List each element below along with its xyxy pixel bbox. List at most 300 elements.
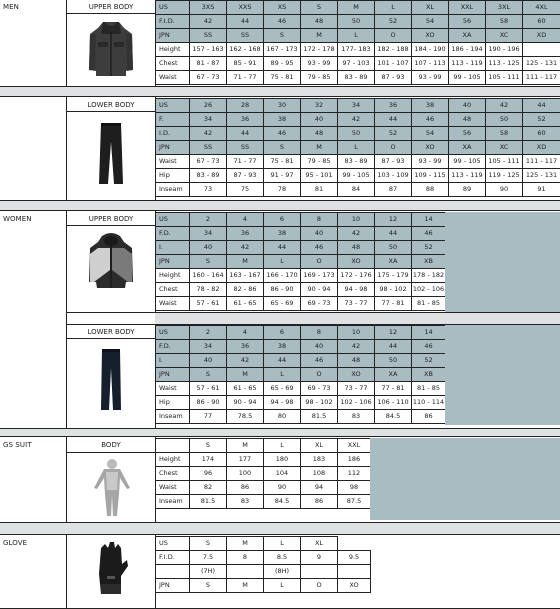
size-cell: 177- 183 [338,43,375,57]
size-cell: M [227,255,264,269]
size-cell: 44 [375,340,412,354]
size-cell: XL [301,537,338,551]
size-cell: 102 - 106 [412,283,446,297]
size-cell: 38 [264,227,301,241]
row-label-cell: Waist [156,297,190,311]
size-cell: 73 - 77 [338,382,375,396]
size-cell: O [375,141,412,155]
size-cell: 40 [301,340,338,354]
size-cell: L [264,537,301,551]
size-cell: 48 [338,241,375,255]
size-cell: M [227,537,264,551]
size-cell: 113 - 125 [486,57,523,71]
women-lower-size-table [155,325,446,424]
size-cell: 69 - 73 [301,382,338,396]
table-row [156,396,446,410]
table-row [156,169,560,183]
size-cell: 4 [227,213,264,227]
size-cell: 9.5 [338,551,371,565]
size-cell: 77 - 81 [375,297,412,311]
size-cell: 46 [412,113,449,127]
row-label-cell: US [156,326,190,340]
size-cell: XO [412,29,449,43]
size-cell: 36 [227,227,264,241]
divider [0,522,560,523]
row-label-cell: Waist [156,155,190,169]
row-label-cell: Height [156,43,190,57]
size-cell: 94 [301,481,338,495]
table-row [156,241,446,255]
size-cell: 32 [301,99,338,113]
table-row [156,453,371,467]
size-cell: 57 - 61 [190,297,227,311]
table-row [156,579,371,593]
gs-suit-size-table [155,438,371,509]
size-cell: 10 [338,326,375,340]
size-cell: 2 [190,326,227,340]
size-cell: 42 [227,241,264,255]
size-cell: S [190,255,227,269]
size-cell: S [264,141,301,155]
size-cell: 83 - 89 [338,71,375,85]
size-cell: 52 [523,113,560,127]
size-cell: 28 [227,99,264,113]
size-cell: 95 - 101 [301,169,338,183]
size-cell: 8 [227,551,264,565]
size-cell: L [338,29,375,43]
size-cell: XB [412,368,446,382]
size-cell: 48 [338,354,375,368]
gs-suit-icon [92,458,132,518]
table-row [156,297,446,311]
size-cell: 14 [412,213,446,227]
size-cell: M [227,579,264,593]
size-cell: 81 - 85 [412,297,446,311]
divider [0,86,560,87]
size-cell: XS [264,1,301,15]
size-cell: 83 [227,495,264,509]
size-cell: 9 [301,551,338,565]
row-label-cell: JPN [156,368,190,382]
table-row [156,43,560,57]
size-cell: 75 - 81 [264,71,301,85]
size-cell: 40 [190,241,227,255]
size-cell: 190 - 196 [486,43,523,57]
size-cell: S [190,579,227,593]
size-cell: 90 [486,183,523,197]
size-cell: 80 [264,410,301,424]
size-cell: 46 [264,127,301,141]
size-cell: S [190,537,227,551]
size-cell: 107 - 113 [412,57,449,71]
size-cell: XO [338,579,371,593]
size-cell: 174 [190,453,227,467]
size-cell: 105 - 111 [486,155,523,169]
size-cell: 87 - 93 [375,155,412,169]
size-cell: 110 - 114 [412,396,446,410]
size-cell: 82 - 86 [227,283,264,297]
size-cell: 40 [449,99,486,113]
table-row [156,113,560,127]
size-cell: XXS [227,1,264,15]
row-label-cell: I.D. [156,127,190,141]
size-cell: 186 - 194 [449,43,486,57]
table-row [156,439,371,453]
size-cell: 89 - 95 [264,57,301,71]
size-cell: 46 [412,227,446,241]
size-cell [227,565,264,579]
row-label-cell: F.I.D. [156,551,190,565]
size-cell: 86 - 90 [190,396,227,410]
size-cell: 75 - 81 [264,155,301,169]
size-cell: 113 - 119 [449,57,486,71]
men-pants-icon [98,122,124,186]
row-label-cell: US [156,99,190,113]
size-cell: 99 - 105 [338,169,375,183]
row-label-cell [156,439,190,453]
size-cell: 42 [227,354,264,368]
size-cell: 67 - 73 [190,155,227,169]
size-cell: 46 [264,15,301,29]
size-cell: 44 [375,227,412,241]
size-cell: 105 - 111 [486,71,523,85]
size-cell: 81.5 [190,495,227,509]
size-cell: 86 - 90 [264,283,301,297]
row-label-cell: Chest [156,283,190,297]
row-label-cell: F.D. [156,340,190,354]
row-label-cell: Height [156,453,190,467]
size-cell: XO [338,255,375,269]
divider [0,428,560,429]
size-cell: 50 [338,127,375,141]
size-cell: (8H) [264,565,301,579]
row-label-cell: Waist [156,481,190,495]
size-cell: 73 [190,183,227,197]
size-cell: 84.5 [264,495,301,509]
size-cell: 87 [375,183,412,197]
size-cell: 30 [264,99,301,113]
glove-gap [0,522,560,534]
row-label-cell: I. [156,354,190,368]
size-cell: 14 [412,326,446,340]
size-cell: 98 [338,481,371,495]
size-cell: 40 [301,113,338,127]
size-cell: 93 - 99 [412,155,449,169]
men-upper-title: UPPER BODY [88,3,134,11]
size-cell: 12 [375,213,412,227]
size-cell: O [301,255,338,269]
table-row [156,481,371,495]
row-label-cell: US [156,537,190,551]
size-cell: 81 [301,183,338,197]
divider [0,96,560,97]
size-cell: 177 [227,453,264,467]
row-label-cell: JPN [156,141,190,155]
size-cell: 58 [486,127,523,141]
row-label-cell: US [156,1,190,15]
size-cell: 111 - 117 [523,155,560,169]
size-cell: 81 - 87 [190,57,227,71]
size-cell: 86 [412,410,446,424]
size-cell: 38 [264,113,301,127]
size-cell: 36 [227,113,264,127]
size-cell: 2 [190,213,227,227]
size-cell: 38 [264,340,301,354]
size-cell: 78 [264,183,301,197]
size-cell: 4 [227,326,264,340]
size-cell: XA [449,29,486,43]
size-cell: 60 [523,15,560,29]
size-cell: 42 [486,99,523,113]
size-cell: SS [190,29,227,43]
size-cell: S [190,368,227,382]
size-cell: 162 - 168 [227,43,264,57]
size-cell: 54 [412,127,449,141]
size-cell: 8 [301,213,338,227]
size-cell: 93 - 99 [412,71,449,85]
size-cell: 56 [449,127,486,141]
table-row [156,127,560,141]
size-cell: L [375,1,412,15]
size-cell: 42 [190,127,227,141]
size-cell: XC [486,29,523,43]
women-lower-fill [445,325,560,425]
size-cell: 125 - 131 [523,169,560,183]
size-cell: 46 [412,340,446,354]
size-cell: 175 - 179 [375,269,412,283]
size-cell: 172 - 176 [338,269,375,283]
size-cell: 89 [449,183,486,197]
size-cell: 81 - 85 [412,382,446,396]
size-cell: 119 - 125 [486,169,523,183]
size-cell: 86 [227,481,264,495]
size-cell: 8.5 [264,551,301,565]
size-cell: O [301,368,338,382]
size-cell: 98 - 102 [301,396,338,410]
size-cell: XXL [449,1,486,15]
row-label-cell: Height [156,269,190,283]
size-cell: 109 - 115 [412,169,449,183]
size-cell: 65 - 69 [264,382,301,396]
table-row [156,29,560,43]
size-cell: 98 - 102 [375,283,412,297]
size-cell: L [264,368,301,382]
row-label-cell: Waist [156,71,190,85]
size-cell: 78 - 82 [190,283,227,297]
size-cell: 166 - 170 [264,269,301,283]
size-cell: 83 - 89 [190,169,227,183]
women-upper-size-table [155,212,446,311]
size-cell: 42 [190,15,227,29]
size-cell: L [264,439,301,453]
size-cell: 90 [264,481,301,495]
size-cell: 40 [190,354,227,368]
size-cell: L [338,141,375,155]
size-cell: 34 [190,227,227,241]
table-row [156,99,560,113]
size-cell: O [301,579,338,593]
size-cell: 50 [375,354,412,368]
women-gap [0,200,560,210]
size-cell: 100 [227,467,264,481]
women-upper-title: UPPER BODY [88,215,134,223]
women-mid-gap [155,312,560,324]
table-row [156,141,560,155]
size-cell: 71 - 77 [227,155,264,169]
size-cell: L [264,255,301,269]
size-cell: 42 [338,113,375,127]
size-cell: 182 - 188 [375,43,412,57]
size-cell: 48 [449,113,486,127]
size-cell: 7.5 [190,551,227,565]
size-cell: 93 - 99 [301,57,338,71]
size-cell: 42 [338,340,375,354]
size-cell: 4XL [523,1,560,15]
men-upper-size-table [155,0,560,85]
divider [0,534,560,535]
divider [0,200,560,201]
size-cell: 52 [412,354,446,368]
table-row [156,565,371,579]
size-cell: XD [523,29,560,43]
size-cell: 172 - 178 [301,43,338,57]
size-cell: 78.5 [227,410,264,424]
size-cell: 44 [264,241,301,255]
size-cell: XC [486,141,523,155]
row-label-cell: Hip [156,169,190,183]
size-cell: 65 - 69 [264,297,301,311]
women-lower-title: LOWER BODY [87,328,135,336]
row-label-cell: Chest [156,57,190,71]
size-cell: 57 - 61 [190,382,227,396]
size-cell: 82 [190,481,227,495]
size-cell: 44 [227,15,264,29]
table-row [156,71,560,85]
size-cell: 86 [301,495,338,509]
men-gap [0,86,560,96]
divider [67,452,155,453]
size-cell: 34 [190,340,227,354]
divider [67,225,155,226]
size-cell: 10 [338,213,375,227]
size-cell: XO [338,368,375,382]
table-row [156,368,446,382]
size-cell: 48 [301,15,338,29]
size-cell: 38 [412,99,449,113]
size-cell: 85 - 91 [227,57,264,71]
size-cell: 6 [264,326,301,340]
size-cell: 52 [375,127,412,141]
size-cell: 104 [264,467,301,481]
divider [66,312,560,313]
men-section-label: MEN [3,3,19,11]
size-cell: 106 - 110 [375,396,412,410]
row-label-cell: Chest [156,467,190,481]
men-lower-title: LOWER BODY [87,101,135,109]
row-label-cell: Inseam [156,495,190,509]
size-cell: S [190,439,227,453]
size-cell: 48 [301,127,338,141]
size-cell: 54 [412,15,449,29]
size-cell: 12 [375,326,412,340]
size-cell: 50 [486,113,523,127]
row-label-cell: Inseam [156,183,190,197]
row-label-cell: Waist [156,382,190,396]
row-label-cell [156,565,190,579]
size-cell: 50 [338,15,375,29]
size-cell: 180 [264,453,301,467]
size-cell: M [301,29,338,43]
gs-suit-fill [370,438,560,520]
size-cell: 61 - 65 [227,382,264,396]
size-cell: 84 [338,183,375,197]
size-cell: 34 [338,99,375,113]
table-row [156,354,446,368]
divider [67,13,155,14]
size-cell: 167 - 173 [264,43,301,57]
size-cell: 183 [301,453,338,467]
table-row [156,227,446,241]
size-cell: 79 - 85 [301,155,338,169]
size-cell: M [338,1,375,15]
size-cell [523,43,560,57]
size-cell: 77 [190,410,227,424]
size-cell: 178 - 182 [412,269,446,283]
size-cell: 60 [523,127,560,141]
size-cell: 83 [338,410,375,424]
divider [0,210,560,211]
table-row [156,495,371,509]
row-label-cell: Hip [156,396,190,410]
table-row [156,467,371,481]
size-cell: M [227,368,264,382]
gs-suit-body-title: BODY [101,441,121,449]
size-cell: XXL [338,439,371,453]
table-row [156,551,371,565]
size-cell: XA [375,255,412,269]
size-cell: 96 [190,467,227,481]
size-cell: 108 [301,467,338,481]
table-row [156,283,446,297]
size-cell: 83 - 89 [338,155,375,169]
size-cell: 125 - 131 [523,57,560,71]
table-row [156,326,446,340]
row-label-cell: JPN [156,29,190,43]
glove-section-label: GLOVE [3,539,28,547]
size-cell: 111 - 117 [523,71,560,85]
row-label-cell: Inseam [156,410,190,424]
men-jacket-icon [88,20,134,78]
size-cell: 94 - 98 [338,283,375,297]
size-cell: 90 - 94 [301,283,338,297]
size-cell: 67 - 73 [190,71,227,85]
size-cell: 75 [227,183,264,197]
size-cell: 90 - 94 [227,396,264,410]
size-cell: XA [449,141,486,155]
size-cell: O [375,29,412,43]
women-pants-icon [100,348,122,412]
size-cell: XA [375,368,412,382]
divider [0,436,560,437]
size-cell: XL [301,439,338,453]
table-row [156,155,560,169]
size-cell [301,565,338,579]
size-cell: 84.5 [375,410,412,424]
size-cell: 184 - 190 [412,43,449,57]
women-section-label: WOMEN [3,215,32,223]
size-cell: 87 - 93 [375,71,412,85]
size-cell: 52 [412,241,446,255]
